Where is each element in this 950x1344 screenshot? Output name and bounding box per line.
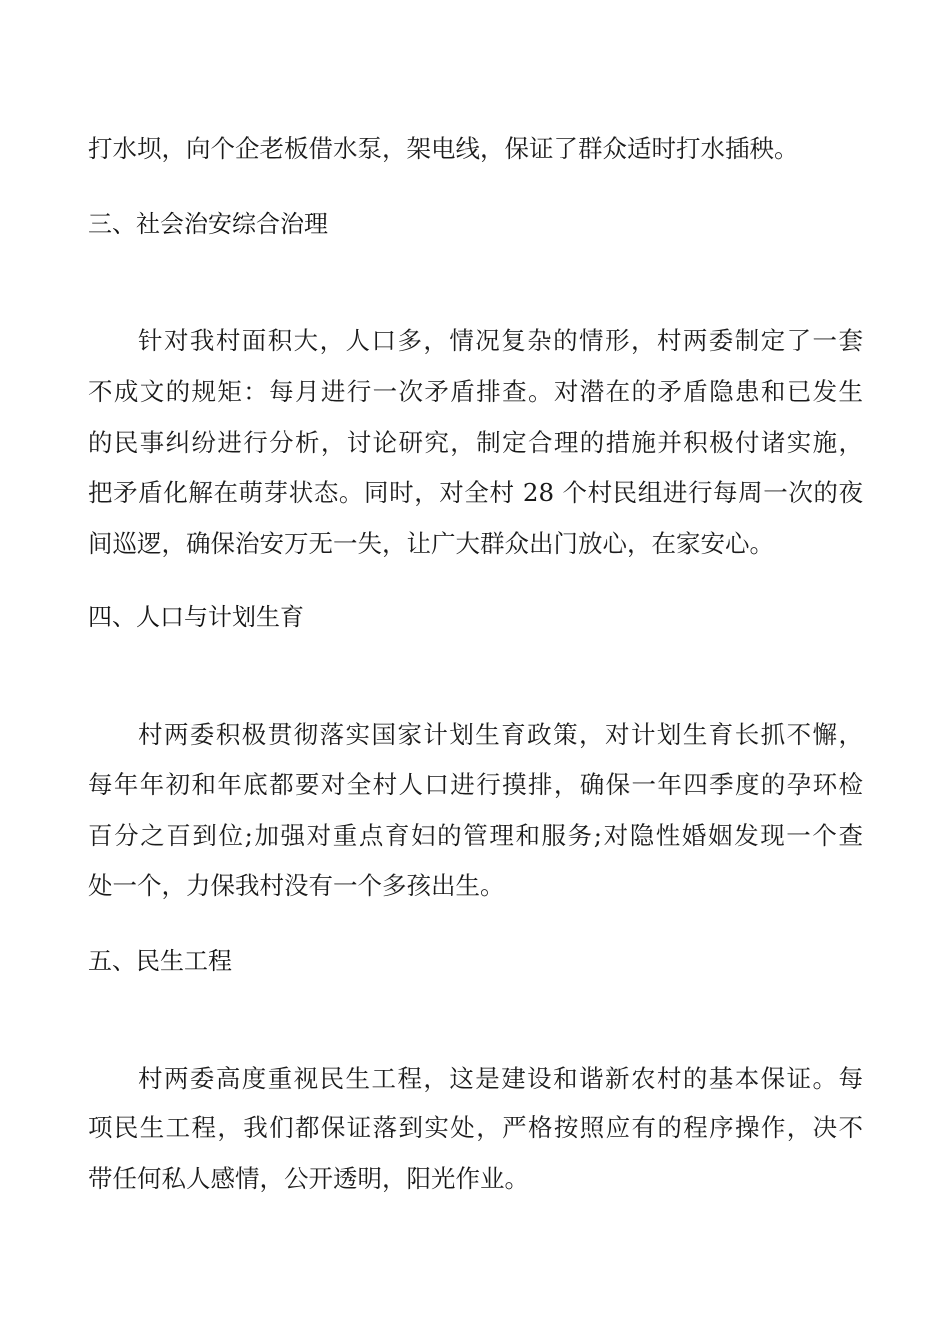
section-heading: 四、人口与计划生育 — [88, 603, 304, 631]
paragraph-line: 把矛盾化解在萌芽状态。同时，对全村 28 个村民组进行每周一次的夜 — [88, 478, 863, 507]
paragraph-line: 处一个，力保我村没有一个多孩出生。 — [88, 871, 505, 900]
paragraph-line: 村两委积极贯彻落实国家计划生育政策，对计划生育长抓不懈， — [138, 720, 863, 749]
section-heading: 五、民生工程 — [88, 947, 232, 975]
paragraph-line: 的民事纠纷进行分析，讨论研究，制定合理的措施并积极付诸实施， — [88, 428, 863, 457]
paragraph-line: 百分之百到位;加强对重点育妇的管理和服务;对隐性婚姻发现一个查 — [88, 821, 863, 850]
paragraph-line: 针对我村面积大，人口多，情况复杂的情形，村两委制定了一套 — [138, 326, 863, 355]
section-heading: 三、社会治安综合治理 — [88, 210, 328, 238]
paragraph-line: 带任何私人感情，公开透明，阳光作业。 — [88, 1164, 529, 1193]
paragraph-line: 项民生工程，我们都保证落到实处，严格按照应有的程序操作，决不 — [88, 1113, 863, 1142]
paragraph-line: 间巡逻，确保治安万无一失，让广大群众出门放心，在家安心。 — [88, 529, 774, 558]
paragraph-line: 村两委高度重视民生工程，这是建设和谐新农村的基本保证。每 — [138, 1064, 863, 1093]
paragraph-line: 每年年初和年底都要对全村人口进行摸排，确保一年四季度的孕环检 — [88, 770, 863, 799]
paragraph-line: 打水坝，向个企老板借水泵，架电线，保证了群众适时打水插秧。 — [88, 134, 799, 163]
paragraph-line: 不成文的规矩：每月进行一次矛盾排查。对潜在的矛盾隐患和已发生 — [88, 377, 863, 406]
